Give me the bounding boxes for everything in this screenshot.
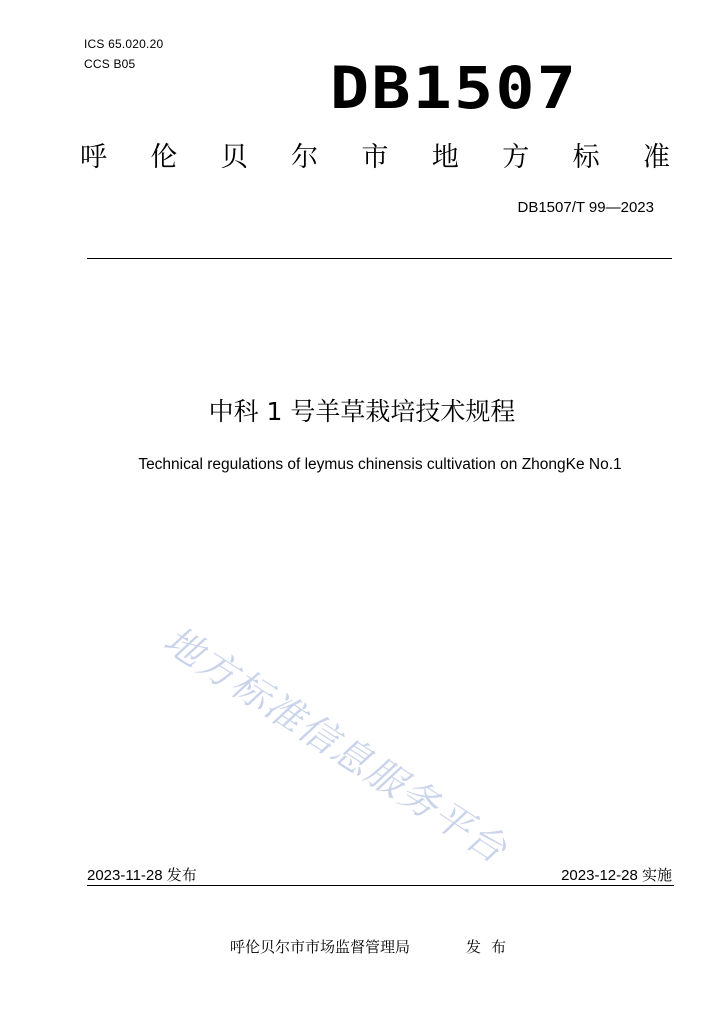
- standard-type-char: 标: [572, 142, 600, 173]
- ics-code: ICS 65.020.20: [84, 37, 164, 51]
- standard-type-char: 贝: [220, 142, 248, 173]
- ccs-code: CCS B05: [84, 57, 136, 71]
- standard-type-char: 伦: [150, 142, 178, 173]
- document-title-cn: 中科 1 号羊草栽培技术规程: [208, 397, 516, 426]
- bottom-divider: [87, 885, 674, 886]
- standard-type-char: 呼: [80, 142, 107, 173]
- issue-date: 2023-11-28 发布: [87, 867, 197, 884]
- publisher: 呼伦贝尔市市场监督管理局: [230, 938, 411, 956]
- standard-type-char: 方: [502, 142, 530, 173]
- standard-type-char: 尔: [291, 142, 319, 173]
- document-title-en: Technical regulations of leymus chinensis cultivation on ZhongKe No.1: [138, 456, 622, 473]
- standard-type-char: 准: [643, 142, 670, 173]
- publish-label: 发布: [466, 938, 517, 956]
- standard-type-char: 市: [361, 142, 389, 173]
- db-standard-mark: DB1507: [330, 54, 579, 122]
- standard-number: DB1507/T 99—2023: [517, 199, 654, 216]
- implementation-date: 2023-12-28 实施: [561, 867, 672, 884]
- standard-type-char: 地: [431, 142, 459, 173]
- top-divider: [87, 258, 672, 259]
- standard-type-title: [80, 140, 670, 176]
- watermark: 地方标准信息服务平台: [156, 617, 516, 873]
